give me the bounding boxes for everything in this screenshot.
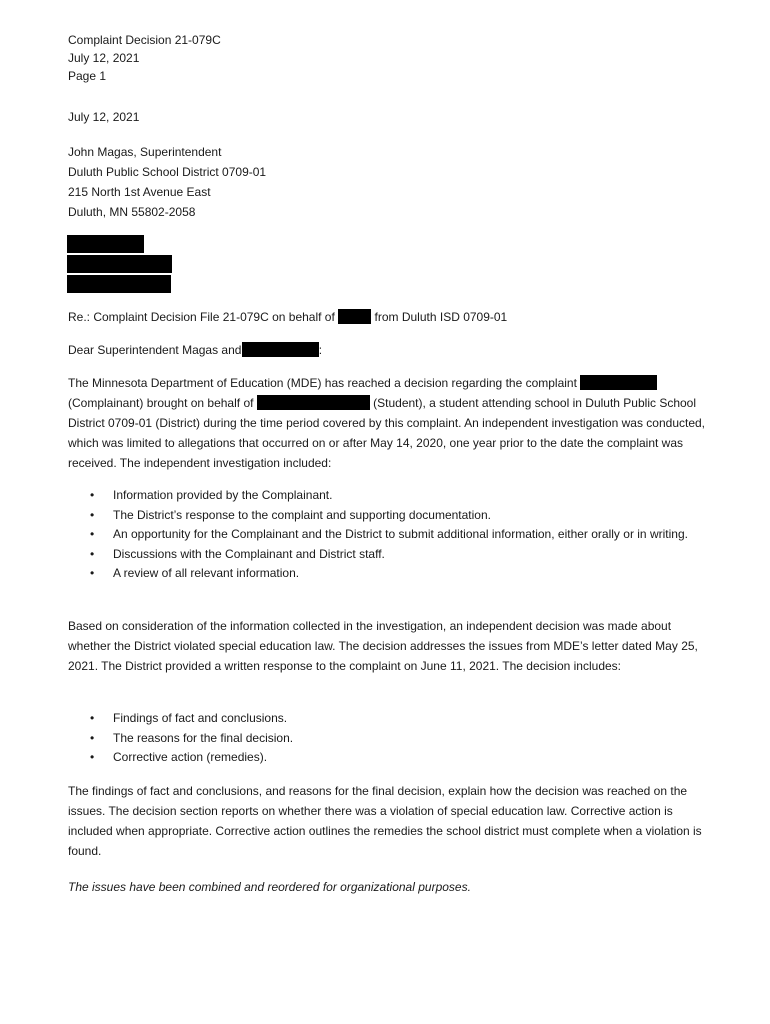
salutation: [68, 341, 322, 359]
list-item: • A review of all relevant information.: [68, 564, 708, 584]
list-item: • Information provided by the Complainant.: [68, 486, 708, 506]
bullet-icon: •: [90, 730, 95, 745]
intro-paragraph-part2: (Complainant) brought on behalf of: [68, 396, 254, 410]
organization-note: The issues have been combined and reordered for organizational purposes.: [68, 880, 471, 894]
list-item: • The District’s response to the complaint and supporting documentation.: [68, 506, 708, 526]
letter-date: July 12, 2021: [68, 110, 140, 124]
address-street: 215 North 1st Avenue East: [68, 185, 211, 199]
header-decision-number: Complaint Decision 21-079C: [68, 33, 221, 47]
redacted-complainant: [580, 375, 657, 390]
redacted-student-name: [338, 309, 371, 324]
address-block: [68, 142, 266, 222]
address-city: Duluth, MN 55802-2058: [68, 205, 196, 219]
bullet-icon: •: [90, 546, 95, 561]
findings-paragraph: The findings of fact and conclusions, and reasons for the final decision, explain how the decision was reached on the issues. The decision section reports on whether there was a violation of special education law. Corrective action is included when appropriate. Corrective action outlines the remedies the school district must complete when a violation is found.: [68, 784, 702, 858]
intro-paragraph-part3: (Student), a student attending school in Duluth Public School District 0709-01 (District) during the time period covered by this complaint. An independent investigation was conducted, which was limited to allegations that occurred on or after May 14, 2020, one year prior to the date the complaint was received. The independent investigation included:: [68, 396, 706, 470]
header-page-number: Page 1: [68, 69, 107, 83]
address-name: John Magas, Superintendent: [68, 145, 222, 159]
redacted-recipient-line-3: [67, 275, 171, 293]
re-line-text: Re.: Complaint Decision File 21-079C on behalf of: [68, 310, 335, 324]
decision-paragraph: Based on consideration of the information collected in the investigation, an independent decision was made about whether the District violated special education law. The decision addresses the issues from MDE’s letter dated May 25, 2021. The District provided a written response to the complaint on June 11, 2021. The decision includes:: [68, 619, 698, 673]
bullet-icon: •: [90, 507, 95, 522]
bullet-icon: •: [90, 488, 95, 502]
list-item: • Discussions with the Complainant and District staff.: [68, 545, 708, 565]
bullet-icon: •: [90, 566, 95, 580]
investigation-list: [68, 486, 708, 584]
bullet-icon: •: [90, 750, 95, 764]
re-line: [68, 308, 507, 326]
list-item: • An opportunity for the Complainant and the District to submit additional information, either orally or in writing.: [68, 525, 708, 545]
redacted-student: [257, 395, 370, 410]
list-item: • The reasons for the final decision.: [68, 729, 708, 749]
redacted-recipient-line-1: [67, 235, 144, 253]
address-district: Duluth Public School District 0709-01: [68, 165, 267, 179]
salutation-text: Dear Superintendent Magas and: [68, 343, 242, 357]
intro-paragraph: [68, 373, 708, 473]
list-item: • Corrective action (remedies).: [68, 748, 708, 768]
re-line-district: from Duluth ISD 0709-01: [374, 310, 508, 324]
bullet-icon: •: [90, 527, 95, 541]
header-date: July 12, 2021: [68, 51, 140, 65]
salutation-colon: :: [318, 343, 323, 357]
list-item: • Findings of fact and conclusions.: [68, 709, 708, 729]
intro-paragraph-part1: The Minnesota Department of Education (MDE) has reached a decision regarding the complaint: [68, 376, 577, 390]
redacted-recipient-line-2: [67, 255, 172, 273]
bullet-icon: •: [90, 711, 95, 725]
decision-includes-list: [68, 709, 708, 768]
redacted-complainant-name: [242, 342, 319, 357]
